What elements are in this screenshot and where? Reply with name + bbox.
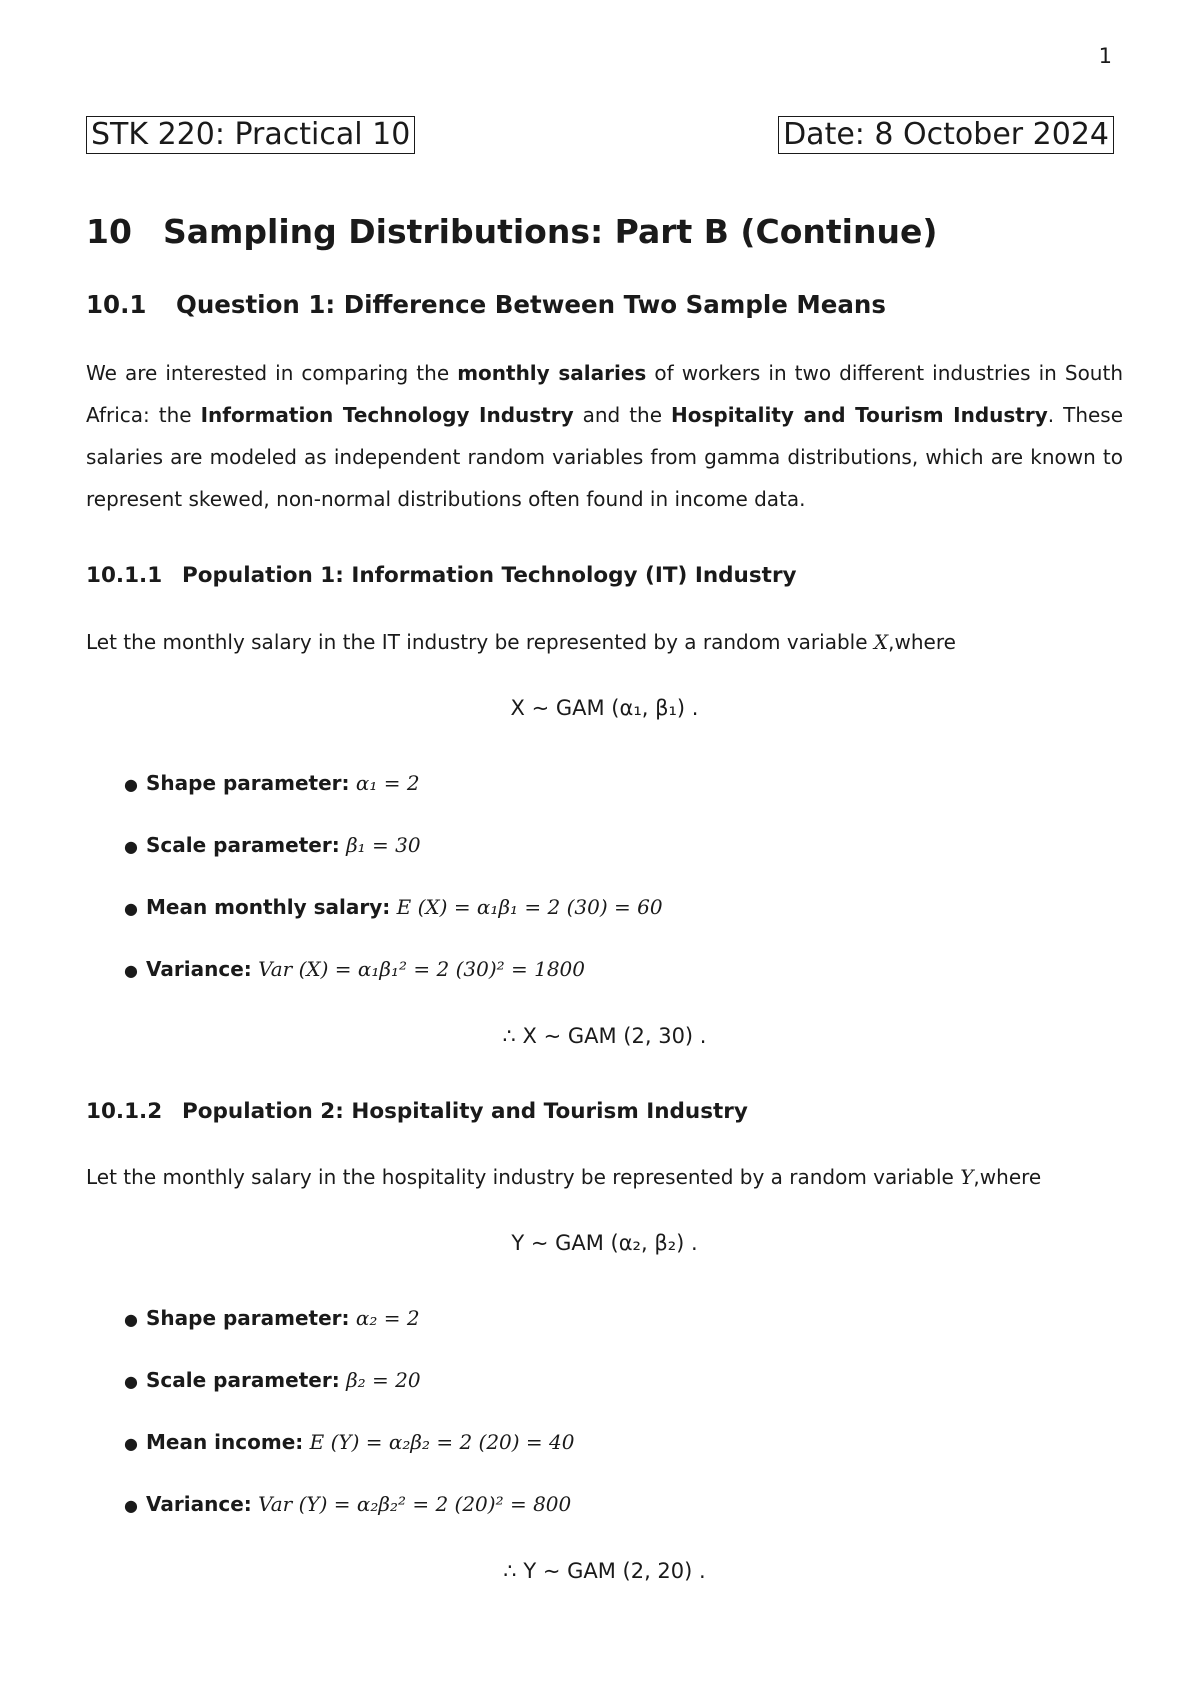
pop2-number: 10.1.2 — [86, 1099, 163, 1124]
pop1-bullet-scale — [124, 831, 421, 861]
intro-bold-1: monthly salaries — [457, 361, 647, 385]
section-title — [86, 212, 937, 251]
pop2-title-text: Population 2: Hospitality and Tourism Industry — [182, 1099, 748, 1124]
intro-text-4: . These salaries are modeled as independent random variables from gamma distributions, which are known to represent skewed, non-normal distributions often found in income data. — [86, 403, 1124, 511]
bullet-math: E (Y) = α₂β₂ = 2 (20) = 40 — [309, 1430, 575, 1454]
pop1-intro-var: X — [873, 630, 889, 654]
bullet-label: Scale parameter: — [146, 1368, 340, 1392]
page-number: 1 — [1098, 44, 1112, 68]
bullet-dot: ● — [124, 899, 138, 918]
bullet-dot: ● — [124, 1434, 138, 1453]
pop2-intro-after: ,where — [973, 1165, 1042, 1189]
subsection-title-text: Question 1: Difference Between Two Sample Means — [176, 290, 886, 319]
bullet-label: Variance: — [146, 957, 252, 981]
bullet-dot: ● — [124, 837, 138, 856]
pop1-bullet-shape — [124, 769, 420, 799]
bullet-dot: ● — [124, 1496, 138, 1515]
course-box: STK 220: Practical 10 — [86, 116, 415, 154]
subsection-number: 10.1 — [86, 290, 147, 319]
pop2-conclusion: ∴ Y ∼ GAM (2, 20) . — [503, 1559, 706, 1583]
intro-paragraph — [86, 352, 1123, 520]
pop2-intro-text: Let the monthly salary in the hospitality industry be represented by a random variable — [86, 1165, 961, 1189]
bullet-dot: ● — [124, 775, 138, 794]
pop2-bullet-scale — [124, 1366, 421, 1396]
intro-text-1: We are interested in comparing the — [86, 361, 458, 385]
bullet-math: α₁ = 2 — [355, 771, 420, 795]
pop1-intro — [86, 628, 956, 656]
bullet-label: Mean monthly salary: — [146, 895, 391, 919]
section-title-text: Sampling Distributions: Part B (Continue) — [163, 212, 938, 251]
intro-bold-2: Information Technology Industry — [200, 403, 574, 427]
pop2-bullet-mean — [124, 1428, 575, 1458]
section-number: 10 — [86, 212, 132, 251]
pop1-intro-after: ,where — [888, 630, 956, 654]
bullet-label: Shape parameter: — [146, 771, 350, 795]
bullet-label: Variance: — [146, 1492, 252, 1516]
bullet-dot: ● — [124, 1372, 138, 1391]
bullet-label: Scale parameter: — [146, 833, 340, 857]
pop1-number: 10.1.1 — [86, 563, 163, 588]
pop1-bullet-variance — [124, 955, 585, 985]
pop1-title-text: Population 1: Information Technology (IT) Industry — [182, 563, 797, 588]
pop1-intro-text: Let the monthly salary in the IT industry be represented by a random variable — [86, 630, 874, 654]
subsection-title — [86, 290, 886, 319]
bullet-math: E (X) = α₁β₁ = 2 (30) = 60 — [396, 895, 663, 919]
bullet-math: α₂ = 2 — [355, 1306, 420, 1330]
bullet-math: β₁ = 30 — [346, 833, 421, 857]
pop1-conclusion: ∴ X ∼ GAM (2, 30) . — [502, 1024, 707, 1048]
bullet-label: Shape parameter: — [146, 1306, 350, 1330]
header — [86, 116, 1114, 154]
pop2-bullet-shape — [124, 1304, 420, 1334]
date-box: Date: 8 October 2024 — [778, 116, 1114, 154]
pop2-intro — [86, 1163, 1041, 1191]
bullet-math: Var (Y) = α₂β₂² = 2 (20)² = 800 — [258, 1492, 572, 1516]
pop2-distribution-equation: Y ∼ GAM (α₂, β₂) . — [511, 1231, 698, 1255]
pop1-distribution-equation: X ∼ GAM (α₁, β₁) . — [510, 696, 699, 720]
bullet-dot: ● — [124, 1310, 138, 1329]
pop1-title — [86, 563, 797, 588]
intro-text-3: and the — [573, 403, 672, 427]
pop2-title — [86, 1099, 748, 1124]
bullet-label: Mean income: — [146, 1430, 304, 1454]
intro-bold-3: Hospitality and Tourism Industry — [671, 403, 1048, 427]
pop2-intro-var: Y — [960, 1165, 974, 1189]
intro-text-2: of workers in two different industries in South Africa: the — [86, 361, 1124, 427]
pop1-bullet-mean — [124, 893, 663, 923]
bullet-math: Var (X) = α₁β₁² = 2 (30)² = 1800 — [258, 957, 586, 981]
pop2-bullet-variance — [124, 1490, 571, 1520]
bullet-math: β₂ = 20 — [346, 1368, 421, 1392]
bullet-dot: ● — [124, 961, 138, 980]
